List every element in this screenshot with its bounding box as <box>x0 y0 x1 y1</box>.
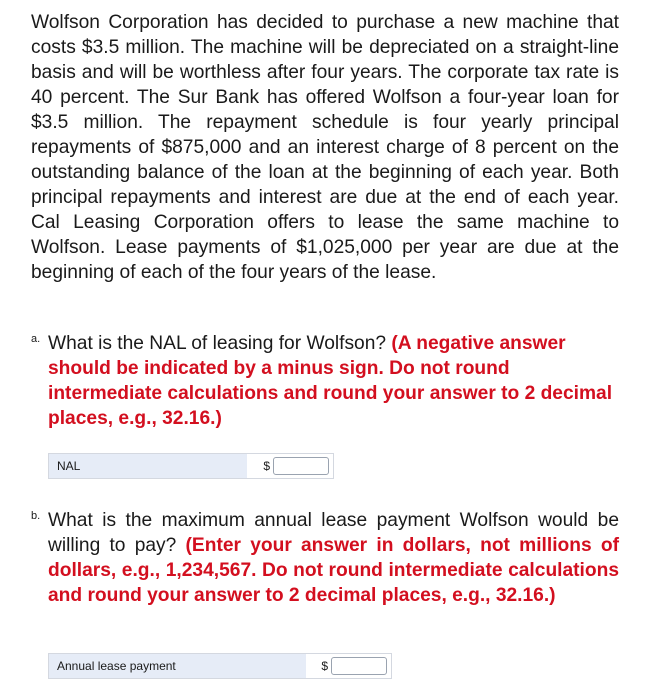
nal-input[interactable] <box>273 457 329 475</box>
problem-statement: Wolfson Corporation has decided to purchase a new machine that costs $3.5 million. The machine will be depreciated on a straight-line basis and will be worthless after four years. The corporate tax rate is 40 percent. The Sur Bank has offered Wolfson a four-year loan for $3.5 million. The repayment schedule is four yearly principal repayments of $875,000 and an interest charge of 8 percent on the outstanding balance of the loan at the beginning of each year. Both principal repayments and interest are due at the end of each year. Cal Leasing Corporation offers to lease the same machine to Wolfson. Lease payments of $1,025,000 per year are due at the beginning of each of the four years of the lease. <box>31 12 619 283</box>
question-instruction: (Enter your answer in dollars, not millions of dollars, e.g., 1,234,567. Do not round intermediate calculations and round your answer to 2 decimal places, e.g., 32.16.) <box>48 535 619 606</box>
question-prompt: What is the maximum annual lease payment Wolfson would be willing to pay? <box>48 510 619 556</box>
currency-symbol: $ <box>263 459 270 473</box>
answer-row-nal <box>48 453 334 479</box>
question-text <box>48 508 619 608</box>
question-instruction: (A negative answer should be indicated by a minus sign. Do not round intermediate calculations and round your answer to 2 decimal places, e.g., 32.16.) <box>48 333 613 429</box>
answer-cell <box>306 654 391 678</box>
question-b <box>31 508 619 608</box>
question-letter: b. <box>31 510 41 522</box>
answer-label: Annual lease payment <box>49 654 306 678</box>
question-a <box>31 331 619 431</box>
answer-row-lease-payment <box>48 653 392 679</box>
question-prompt: What is the NAL of leasing for Wolfson? <box>48 333 387 354</box>
question-letter: a. <box>31 333 41 345</box>
answer-label: NAL <box>49 454 247 478</box>
question-text <box>48 331 619 431</box>
answer-cell <box>247 454 333 478</box>
currency-symbol: $ <box>321 659 328 673</box>
lease-payment-input[interactable] <box>331 657 387 675</box>
